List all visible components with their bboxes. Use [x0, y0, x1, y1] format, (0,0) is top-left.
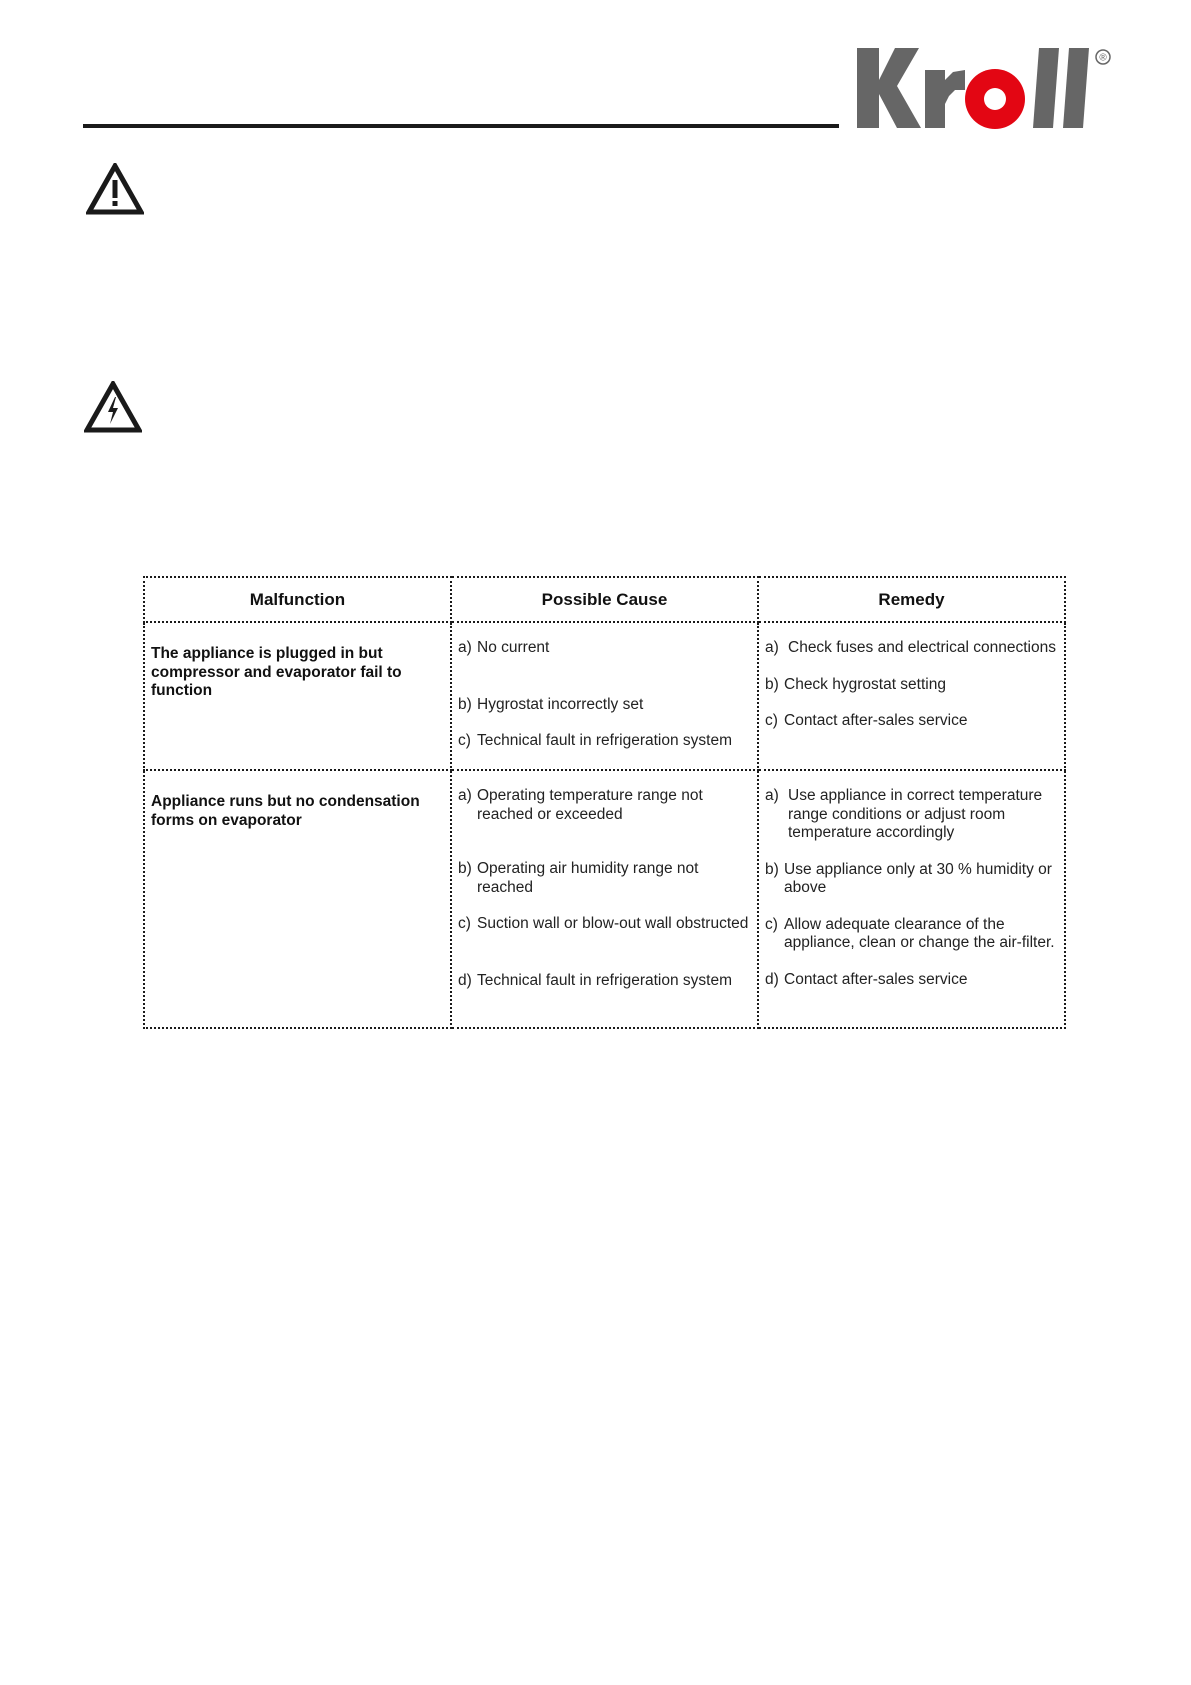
item-text: Operating air humidity range not reached: [477, 860, 699, 896]
cause-item: [458, 787, 751, 824]
item-text: Contact after-sales service: [784, 712, 968, 729]
header-remedy: Remedy: [758, 577, 1065, 622]
item-text: Use appliance in correct temperature range conditions or adjust room temperature accordingly: [788, 787, 1043, 841]
item-marker: a): [458, 639, 472, 656]
item-marker: c): [458, 915, 471, 932]
item-text: Suction wall or blow-out wall obstructed: [477, 915, 749, 932]
cause-item: [458, 732, 751, 751]
header-rule: [83, 124, 839, 128]
high-voltage-icon: [84, 381, 142, 433]
registered-mark: ®: [1099, 52, 1107, 64]
cause-item: [458, 915, 751, 934]
remedy-item: [765, 787, 1058, 843]
remedy-cell: [758, 770, 1065, 1028]
item-text: Contact after-sales service: [784, 970, 968, 988]
item-marker: b): [458, 860, 472, 877]
item-marker: c): [458, 732, 471, 749]
item-marker: c): [765, 712, 778, 729]
remedy-cell: [758, 622, 1065, 770]
item-marker: a): [765, 639, 779, 656]
cause-item: [458, 639, 751, 658]
malfunction-cell: The appliance is plugged in but compressor and evaporator fail to function: [144, 622, 451, 770]
malfunction-cell: Appliance runs but no condensation forms on evaporator: [144, 770, 451, 1028]
cause-item: [458, 972, 751, 991]
troubleshooting-table: [143, 576, 1066, 1029]
item-text: Check hygrostat setting: [784, 675, 946, 693]
remedy-item: [765, 971, 1058, 990]
table-header-row: [144, 577, 1065, 622]
item-marker: b): [765, 860, 779, 878]
item-text: Hygrostat incorrectly set: [477, 695, 644, 713]
item-marker: d): [458, 971, 472, 989]
item-text: Check fuses and electrical connections: [788, 639, 1056, 656]
item-text: Technical fault in refrigeration system: [477, 971, 733, 989]
table-row: [144, 770, 1065, 1028]
item-marker: a): [765, 787, 779, 804]
item-text: No current: [477, 639, 550, 656]
table-row: [144, 622, 1065, 770]
warning-triangle-icon: [86, 163, 144, 215]
item-marker: a): [458, 787, 472, 804]
cause-item: [458, 860, 751, 897]
item-marker: b): [765, 675, 779, 693]
item-text: Operating temperature range not reached or exceeded: [477, 787, 703, 823]
item-text: Technical fault in refrigeration system: [477, 732, 733, 749]
cause-cell: [451, 770, 758, 1028]
remedy-item: [765, 712, 1058, 731]
item-text: Use appliance only at 30 % humidity or above: [784, 860, 1052, 896]
item-marker: c): [765, 915, 778, 933]
cause-cell: [451, 622, 758, 770]
item-text: Allow adequate clearance of the appliance, clean or change the air-filter.: [784, 915, 1055, 951]
header-possible-cause: Possible Cause: [451, 577, 758, 622]
remedy-item: [765, 639, 1058, 658]
cause-item: [458, 696, 751, 715]
remedy-item: [765, 676, 1058, 695]
item-marker: b): [458, 695, 472, 713]
kroll-logo: [853, 46, 1113, 132]
item-marker: d): [765, 970, 779, 988]
header-malfunction: Malfunction: [144, 577, 451, 622]
remedy-item: [765, 916, 1058, 953]
remedy-item: [765, 861, 1058, 898]
